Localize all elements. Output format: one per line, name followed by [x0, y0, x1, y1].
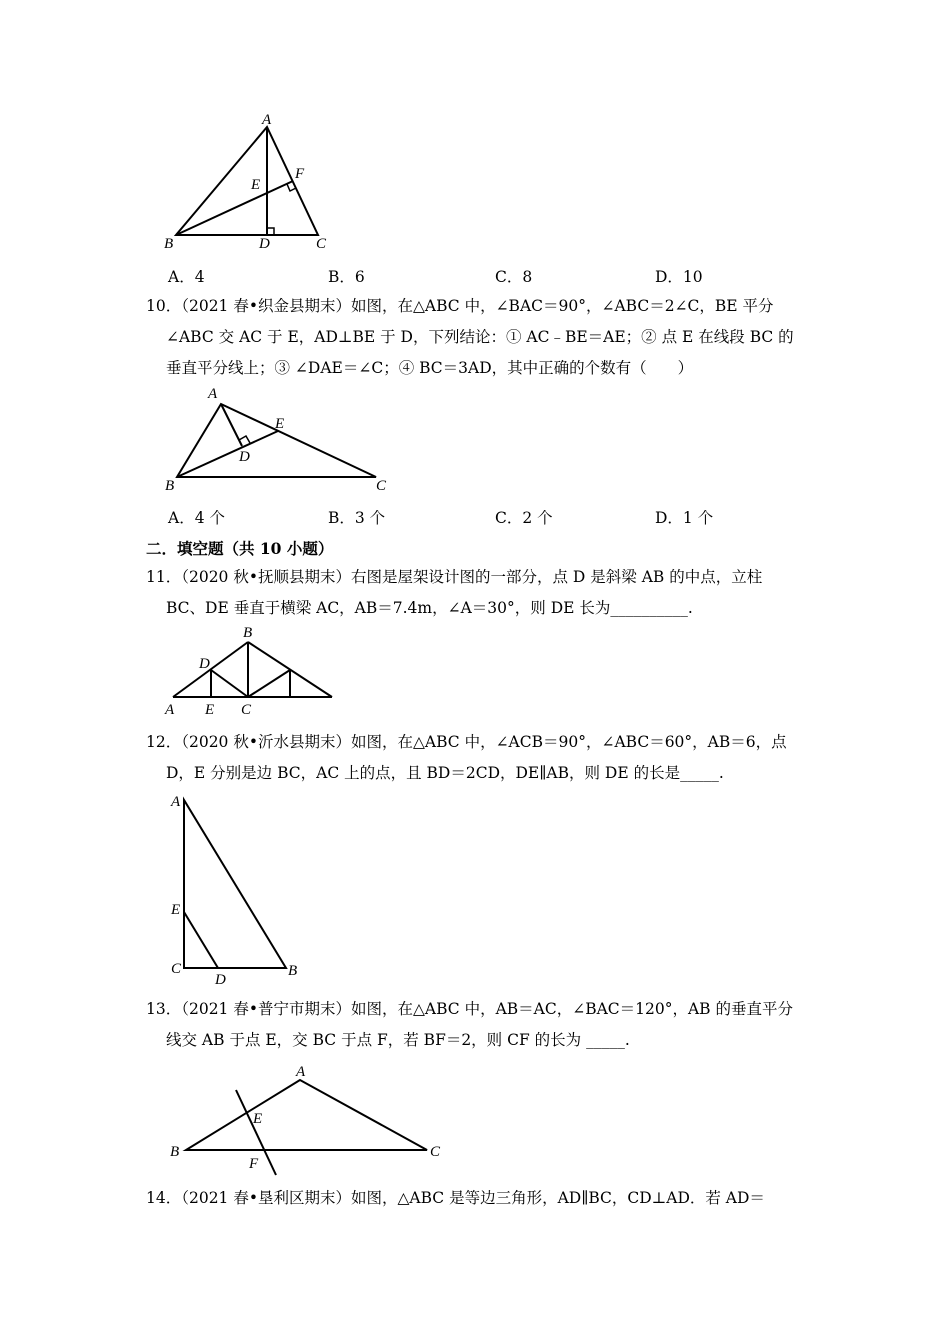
q10-option-d: D．1 个 [655, 509, 714, 527]
label-C: C [171, 961, 182, 977]
label-A: A [296, 1064, 306, 1080]
label-A: A [171, 794, 181, 810]
label-C: C [430, 1144, 441, 1160]
label-E: E [205, 702, 215, 718]
label-E: E [171, 902, 181, 918]
q14-line-1: 14．（2021 春•垦利区期末）如图，△ABC 是等边三角形，AD∥BC，CD⊥AD．若 AD＝ [146, 1189, 765, 1207]
q12-line-2: D，E 分别是边 BC，AC 上的点，且 BD＝2CD，DE∥AB，则 DE 的长是_____. [166, 764, 724, 782]
label-B: B [243, 625, 253, 641]
label-E: E [251, 177, 261, 193]
q13-line-2: 线交 AB 于点 E，交 BC 于点 F，若 BF＝2，则 CF 的长为 _____. [166, 1031, 630, 1049]
label-A: A [165, 702, 175, 718]
label-A: A [262, 112, 272, 128]
q9-option-b: B．6 [328, 268, 365, 286]
label-F: F [295, 166, 305, 182]
label-C: C [316, 236, 327, 252]
figure-q13-labels [170, 1064, 441, 1172]
label-B: B [170, 1144, 180, 1160]
q9-option-d: D．10 [655, 268, 703, 286]
section-heading: 二．填空题（共 10 小题） [146, 539, 334, 558]
q10-option-b: B．3 个 [328, 509, 386, 527]
label-D: D [259, 236, 270, 252]
q10-option-c: C．2 个 [495, 509, 553, 527]
q9-option-c: C．8 [495, 268, 533, 286]
label-B: B [165, 478, 175, 494]
q10-line-3: 垂直平分线上；③ ∠DAE＝∠C；④ BC＝3AD，其中正确的个数有（ ） [166, 359, 694, 377]
label-A: A [208, 386, 218, 402]
label-D: D [215, 972, 226, 988]
q10-option-a: A．4 个 [168, 509, 225, 527]
label-E: E [253, 1111, 263, 1127]
q11-line-2: BC、DE 垂直于横梁 AC，AB＝7.4m，∠A＝30°，则 DE 长为__________. [166, 599, 693, 617]
label-C: C [376, 478, 387, 494]
label-B: B [164, 236, 174, 252]
label-F: F [249, 1156, 259, 1172]
label-D: D [199, 656, 210, 672]
q13-line-1: 13．（2021 春•普宁市期末）如图，在△ABC 中，AB＝AC，∠BAC＝120°，AB 的垂直平分 [146, 1000, 793, 1018]
q9-option-a: A．4 [168, 268, 205, 286]
label-B: B [288, 963, 298, 979]
label-D: D [239, 449, 250, 465]
q11-line-1: 11．（2020 秋•抚顺县期末）右图是屋架设计图的一部分，点 D 是斜梁 AB 的中点，立柱 [146, 568, 763, 586]
q10-line-1: 10．（2021 春•织金县期末）如图，在△ABC 中，∠BAC＝90°，∠ABC＝2∠C，BE 平分 [146, 297, 774, 315]
label-C: C [241, 702, 252, 718]
label-E: E [275, 416, 285, 432]
q12-line-1: 12．（2020 秋•沂水县期末）如图，在△ABC 中，∠ACB＝90°，∠ABC＝60°，AB＝6，点 [146, 733, 787, 751]
q10-line-2: ∠ABC 交 AC 于 E，AD⊥BE 于 D，下列结论：① AC﹣BE＝AE；② 点 E 在线段 BC 的 [166, 328, 794, 346]
